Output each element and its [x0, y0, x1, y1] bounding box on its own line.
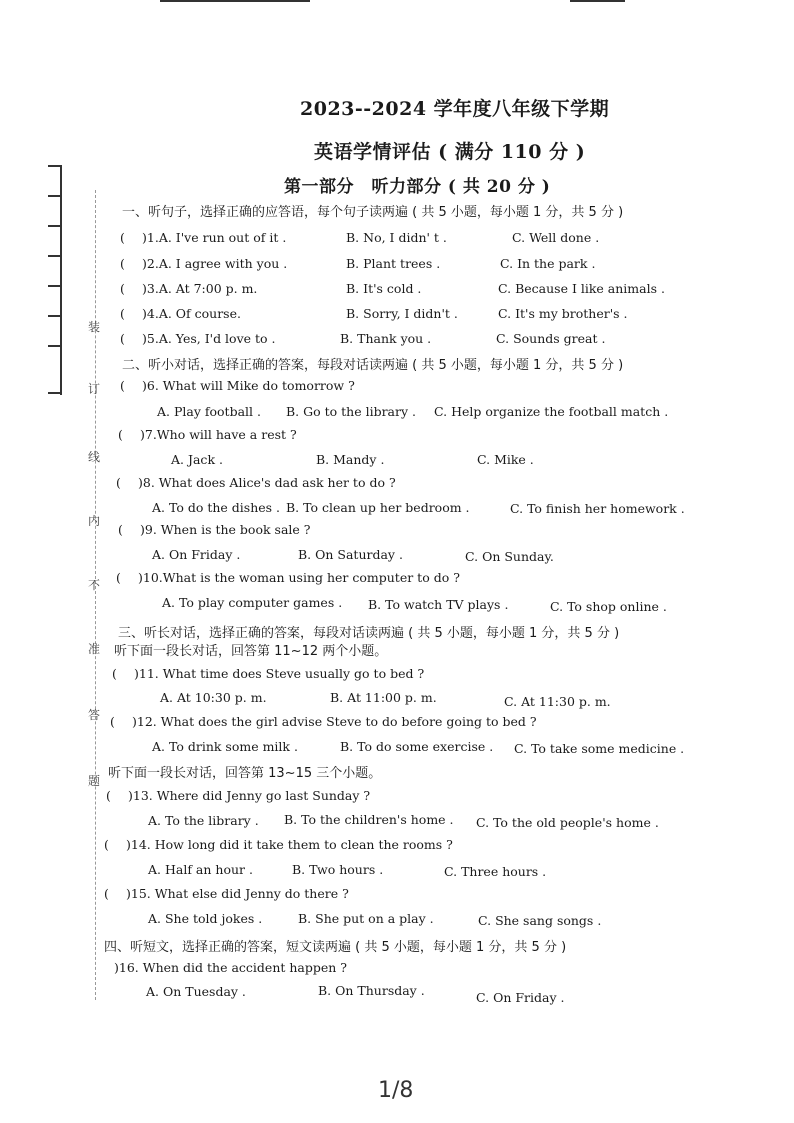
margin-char: 线 [88, 450, 101, 464]
question-12: ( )12. What does the girl advise Steve to do before going to bed ? [110, 714, 537, 729]
option: C. On Friday . [476, 990, 565, 1005]
exam-title: 2023--2024 学年度八年级下学期 [300, 98, 610, 120]
option: A. To drink some milk . [152, 739, 298, 754]
question-10: ( )10.What is the woman using her computer to do ? [116, 570, 460, 585]
question-9: ( )9. When is the book sale ? [118, 522, 311, 537]
option: A. On Friday . [152, 547, 241, 562]
question-8: ( )8. What does Alice's dad ask her to do ? [116, 475, 396, 490]
binding-tick [48, 165, 62, 167]
option: B. On Saturday . [298, 547, 403, 562]
section-4-heading: 四、听短文，选择正确的答案，短文读两遍 ( 共 5 小题，每小题 1 分，共 5 分 ) [104, 940, 567, 955]
option: A. On Tuesday . [146, 984, 246, 999]
binding-tick [48, 225, 62, 227]
option: B. Two hours . [292, 862, 384, 877]
option: B. No, I didn' t . [346, 230, 447, 245]
option: C. To finish her homework . [510, 501, 685, 516]
option: B. She put on a play . [298, 911, 434, 926]
option: C. Mike . [477, 452, 534, 467]
option: C. It's my brother's . [498, 306, 628, 321]
question-6: ( )6. What will Mike do tomorrow ? [120, 378, 355, 393]
option: B. Thank you . [340, 331, 432, 346]
option: B. At 11:00 p. m. [330, 690, 437, 705]
question-16: )16. When did the accident happen ? [114, 960, 347, 975]
section-3-heading: 三、听长对话，选择正确的答案，每段对话读两遍 ( 共 5 小题，每小题 1 分，共 5 分 ) [118, 626, 620, 641]
question-3: ( )3.A. At 7:00 p. m. [120, 281, 258, 296]
option: A. To the library . [148, 813, 259, 828]
binding-tick [48, 195, 62, 197]
option: C. In the park . [500, 256, 596, 271]
option: B. To clean up her bedroom . [286, 500, 470, 515]
scan-line-right [570, 0, 625, 2]
question-4: ( )4.A. Of course. [120, 306, 241, 321]
section-3-instruction-2: 听下面一段长对话，回答第 13~15 三个小题。 [108, 766, 382, 781]
question-1: ( )1.A. I've run out of it . [120, 230, 287, 245]
option: B. Sorry, I didn't . [346, 306, 458, 321]
option: A. Half an hour . [148, 862, 253, 877]
option: B. Go to the library . [286, 404, 416, 419]
margin-char: 题 [88, 774, 101, 788]
option: C. To shop online . [550, 599, 667, 614]
binding-tick [48, 315, 62, 317]
section-2-heading: 二、听小对话，选择正确的答案，每段对话读两遍 ( 共 5 小题，每小题 1 分，共 5 分 ) [122, 358, 624, 373]
option: C. Sounds great . [496, 331, 606, 346]
option: B. It's cold . [346, 281, 422, 296]
option: C. On Sunday. [465, 549, 554, 564]
binding-tick [48, 285, 62, 287]
binding-tick [48, 255, 62, 257]
question-13: ( )13. Where did Jenny go last Sunday ? [106, 788, 371, 803]
margin-char: 订 [88, 382, 101, 396]
exam-subtitle: 英语学情评估 ( 满分 110 分 ) [314, 141, 586, 163]
option: A. To play computer games . [162, 595, 343, 610]
margin-char: 答 [88, 708, 101, 722]
option: C. At 11:30 p. m. [504, 694, 611, 709]
page-number: 1/8 [378, 1078, 414, 1103]
section-3-instruction-1: 听下面一段长对话，回答第 11~12 两个小题。 [114, 644, 388, 659]
option: C. She sang songs . [478, 913, 602, 928]
option: B. To the children's home . [284, 812, 454, 827]
part-heading: 第一部分 听力部分 ( 共 20 分 ) [284, 177, 551, 197]
question-15: ( )15. What else did Jenny do there ? [104, 886, 349, 901]
option: A. At 10:30 p. m. [160, 690, 267, 705]
question-14: ( )14. How long did it take them to clean the rooms ? [104, 837, 453, 852]
section-1-heading: 一、听句子，选择正确的应答语，每个句子读两遍 ( 共 5 小题，每小题 1 分，共 5 分 ) [122, 205, 624, 220]
binding-bracket [60, 165, 62, 395]
question-2: ( )2.A. I agree with you . [120, 256, 288, 271]
option: C. Help organize the football match . [434, 404, 669, 419]
margin-char: 不 [88, 578, 101, 592]
binding-tick [48, 392, 62, 394]
option: C. To the old people's home . [476, 815, 659, 830]
option: B. To do some exercise . [340, 739, 494, 754]
option: B. To watch TV plays . [368, 597, 509, 612]
question-5: ( )5.A. Yes, I'd love to . [120, 331, 276, 346]
option: B. On Thursday . [318, 983, 425, 998]
option: A. Play football . [157, 404, 261, 419]
margin-char: 装 [88, 320, 101, 334]
option: C. Three hours . [444, 864, 547, 879]
option: C. Well done . [512, 230, 600, 245]
binding-dashed-line [95, 190, 97, 1000]
option: B. Plant trees . [346, 256, 441, 271]
question-7: ( )7.Who will have a rest ? [118, 427, 297, 442]
option: A. To do the dishes . [152, 500, 281, 515]
margin-char: 内 [88, 514, 101, 528]
binding-tick [48, 345, 62, 347]
option: C. To take some medicine . [514, 741, 685, 756]
question-11: ( )11. What time does Steve usually go to bed ? [112, 666, 425, 681]
option: A. Jack . [171, 452, 223, 467]
option: A. She told jokes . [148, 911, 263, 926]
scan-line-left [160, 0, 310, 2]
option: B. Mandy . [316, 452, 385, 467]
option: C. Because I like animals . [498, 281, 665, 296]
margin-char: 准 [88, 642, 101, 656]
